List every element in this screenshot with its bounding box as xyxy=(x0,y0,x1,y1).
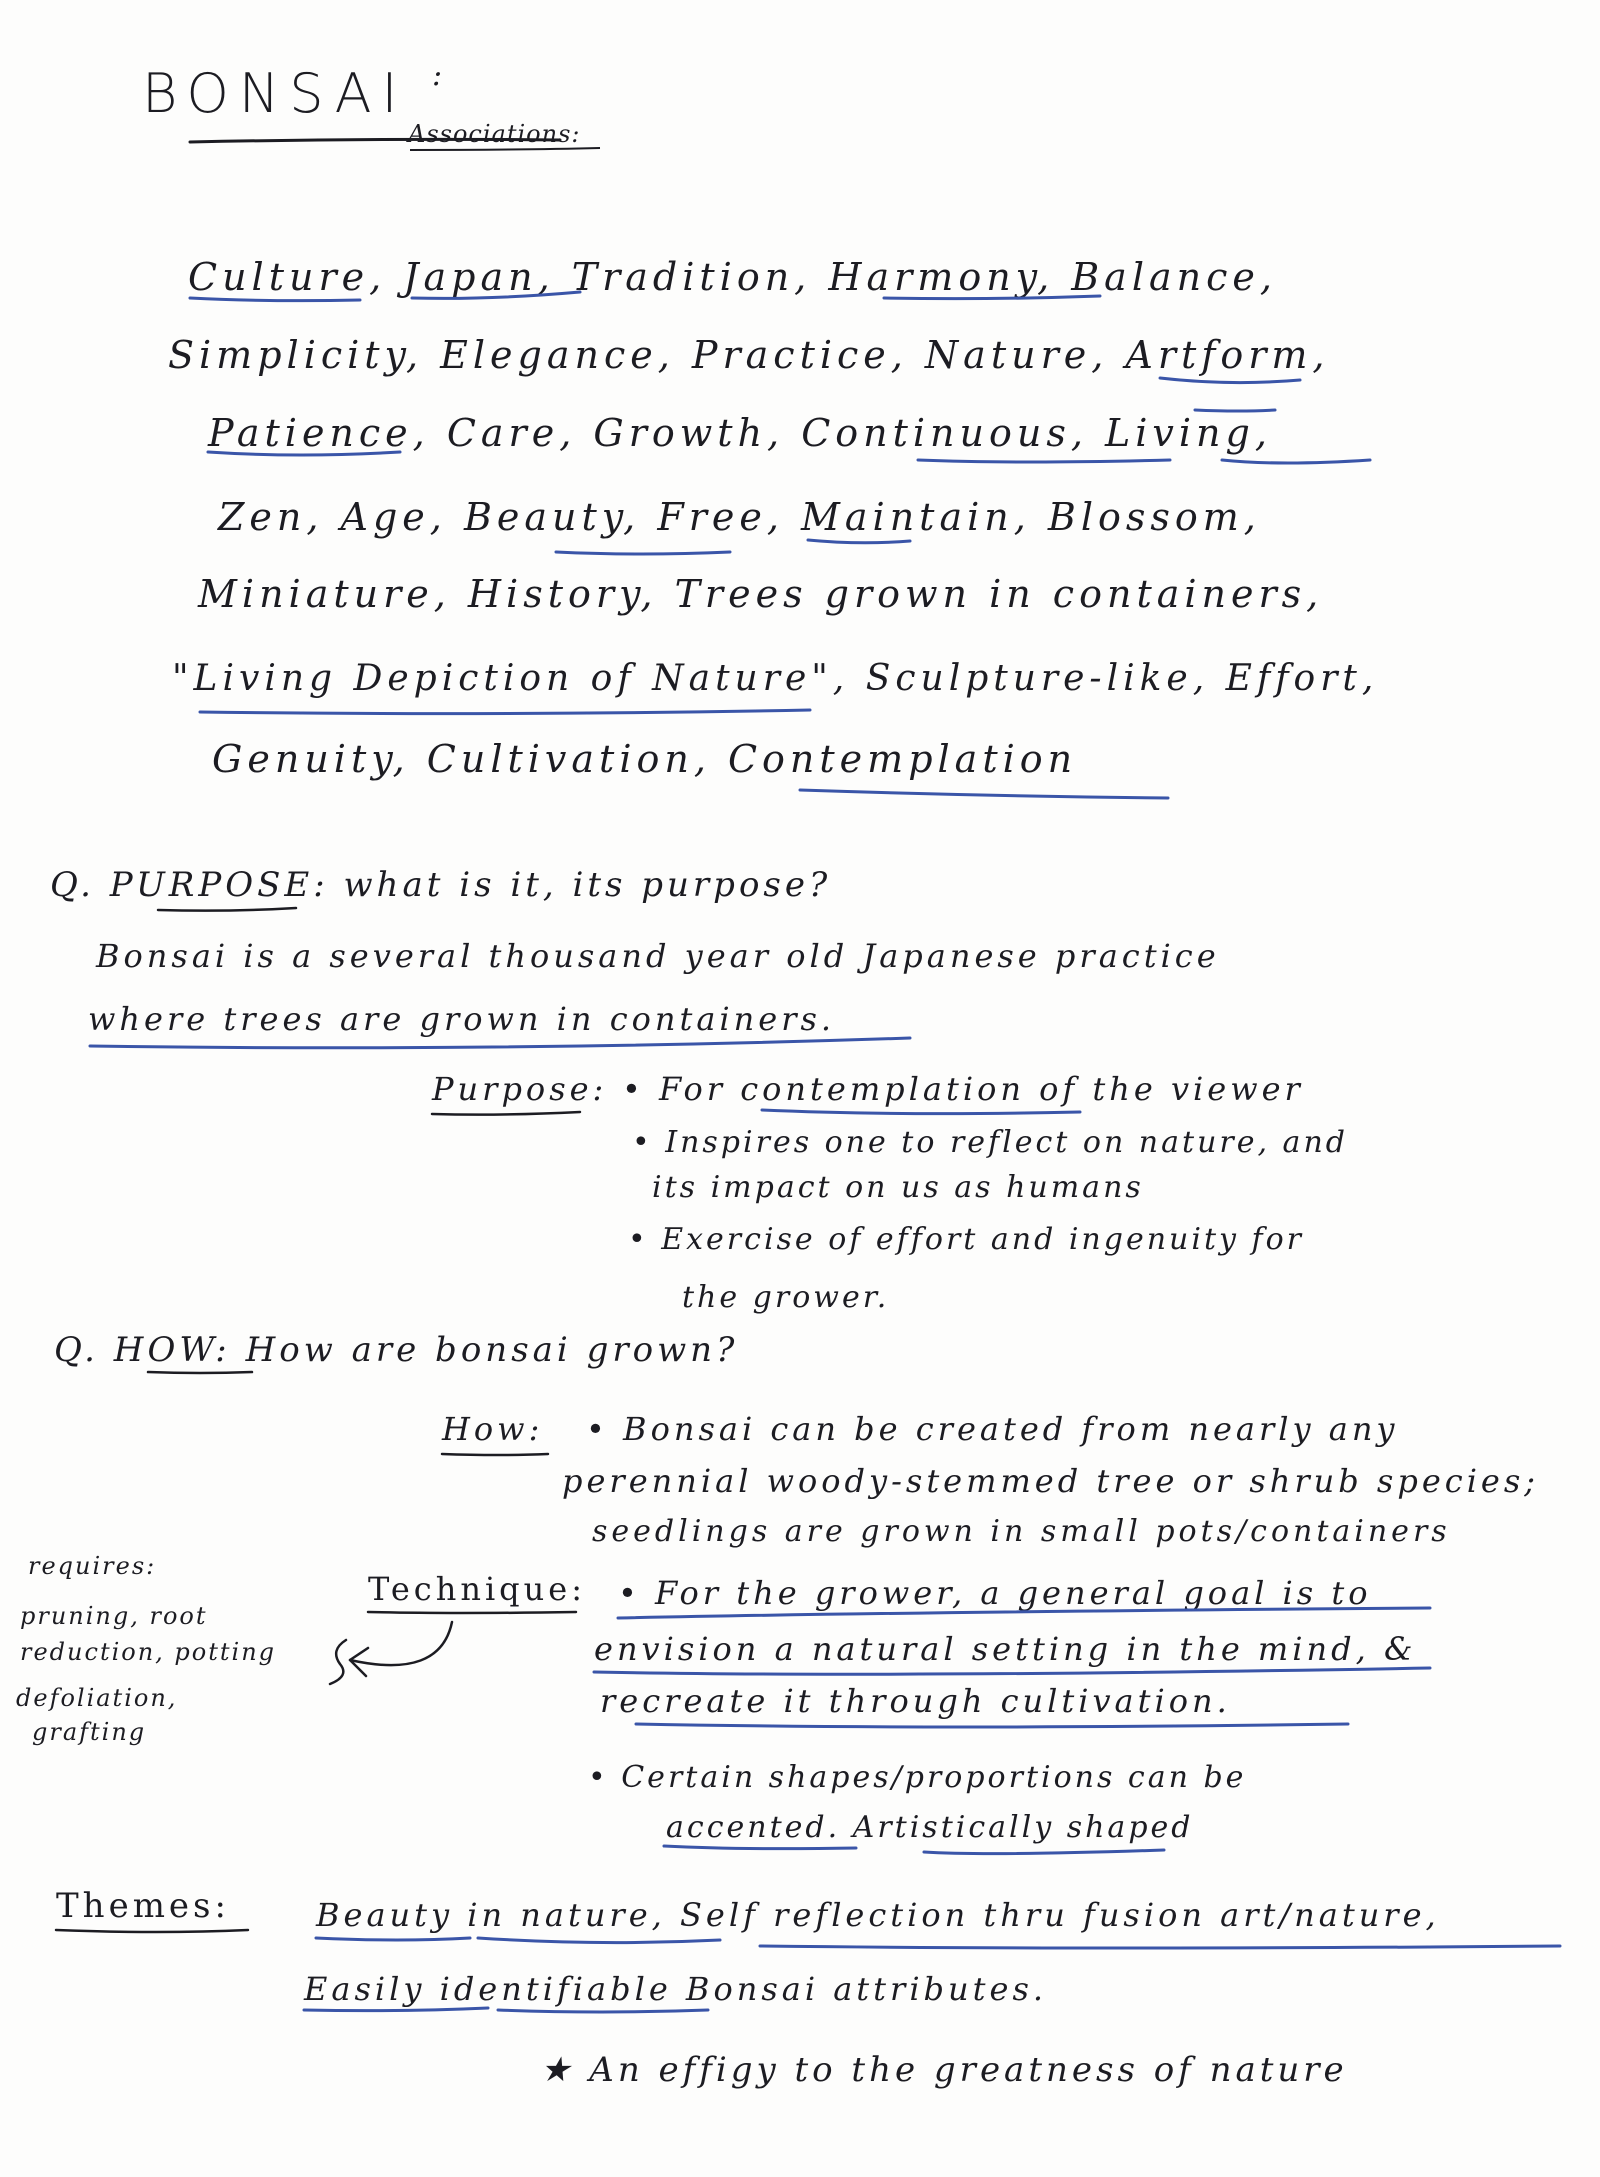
purpose-point-3: • Exercise of effort and ingenuity for xyxy=(628,1222,1304,1257)
technique-line-1: • For the grower, a general goal is to xyxy=(618,1574,1372,1612)
themes-line-1: Beauty in nature, Self reflection thru fusion art/nature, xyxy=(316,1896,1440,1934)
underline-free xyxy=(808,540,910,543)
requires-note-line-5: grafting xyxy=(32,1718,147,1746)
themes-label: Themes: xyxy=(56,1886,230,1926)
underline-artistically xyxy=(924,1850,1164,1854)
themes-line-2: Easily identifiable Bonsai attributes. xyxy=(304,1970,1048,2008)
how-question: Q. HOW: How are bonsai grown? xyxy=(54,1330,739,1370)
underline-accented xyxy=(664,1846,856,1849)
technique-label: Technique: xyxy=(368,1570,586,1608)
underline-living-depiction xyxy=(200,710,810,714)
underline-how-label xyxy=(442,1454,548,1455)
underline-contemplation xyxy=(800,790,1168,798)
arrow-shaft xyxy=(350,1622,452,1665)
associations-line-5: Miniature, History, Trees grown in containers, xyxy=(198,572,1324,616)
associations-line-3: Patience, Care, Growth, Continuous, Living, xyxy=(208,411,1272,455)
purpose-question: Q. PURPOSE: what is it, its purpose? xyxy=(50,865,832,905)
underline-purpose-label xyxy=(432,1112,580,1115)
purpose-answer-line-1: Bonsai is a several thousand year old Japanese practice xyxy=(96,937,1220,975)
purpose-point-1: • For contemplation of the viewer xyxy=(622,1070,1304,1108)
underline-continuous xyxy=(918,460,1170,462)
how-line-1: • Bonsai can be created from nearly any xyxy=(586,1410,1399,1448)
how-label: How: xyxy=(442,1410,544,1448)
associations-underline xyxy=(410,148,600,150)
underline-contemplation-viewer xyxy=(762,1110,1080,1114)
purpose-point-3-cont: the grower. xyxy=(682,1280,890,1315)
requires-note-line-3: reduction, potting xyxy=(20,1638,277,1666)
underline-easily xyxy=(304,2008,488,2011)
underline-themes-label xyxy=(56,1930,248,1932)
underline-self-reflection xyxy=(760,1946,1560,1948)
underline-technique-label xyxy=(368,1612,576,1613)
associations-line-4: Zen, Age, Beauty, Free, Maintain, Blossom, xyxy=(218,495,1261,539)
purpose-point-2: • Inspires one to reflect on nature, and xyxy=(632,1125,1348,1160)
underline-identifiable xyxy=(498,2010,708,2012)
technique-line-2: envision a natural setting in the mind, & xyxy=(594,1630,1417,1668)
requires-note-line-2: pruning, root xyxy=(20,1602,208,1630)
title-colon: : xyxy=(432,58,446,93)
page-title: BONSAI xyxy=(142,62,408,125)
technique-line-5: accented. Artistically shaped xyxy=(666,1810,1194,1845)
arrow-head xyxy=(350,1648,368,1676)
underline-beauty xyxy=(556,552,730,554)
how-line-3: seedlings are grown in small pots/containers xyxy=(592,1514,1451,1549)
associations-line-2: Simplicity, Elegance, Practice, Nature, Artform, xyxy=(168,333,1330,377)
underline-how-question xyxy=(148,1372,252,1373)
how-line-2: perennial woody-stemmed tree or shrub species; xyxy=(562,1462,1540,1500)
purpose-answer-line-2: where trees are grown in containers. xyxy=(88,1000,836,1038)
associations-line-7: Genuity, Cultivation, Contemplation xyxy=(212,737,1078,781)
underline-containers xyxy=(90,1038,910,1048)
associations-label: Associations: xyxy=(408,120,581,148)
purpose-label: Purpose: xyxy=(432,1070,608,1108)
technique-line-3: recreate it through cultivation. xyxy=(600,1682,1231,1720)
requires-note-line-1: requires: xyxy=(28,1552,157,1580)
requires-note-line-4: defoliation, xyxy=(16,1684,178,1712)
underline-purpose-question xyxy=(158,908,296,911)
underline-nature-theme xyxy=(478,1938,720,1943)
technique-line-4: • Certain shapes/proportions can be xyxy=(588,1760,1247,1795)
underline-technique-3 xyxy=(636,1724,1348,1727)
underline-technique-2 xyxy=(594,1668,1430,1674)
underline-living xyxy=(1222,460,1370,463)
purpose-point-2-cont: its impact on us as humans xyxy=(652,1170,1144,1205)
associations-line-6: "Living Depiction of Nature", Sculpture-like, Effort, xyxy=(172,658,1379,699)
underline-artform-1 xyxy=(1160,378,1300,383)
associations-line-1: Culture, Japan, Tradition, Harmony, Balance, xyxy=(188,255,1277,299)
underline-beauty-theme xyxy=(316,1938,470,1940)
themes-star-line: ★ An effigy to the greatness of nature xyxy=(540,2050,1348,2090)
arrow-hook xyxy=(330,1640,346,1684)
